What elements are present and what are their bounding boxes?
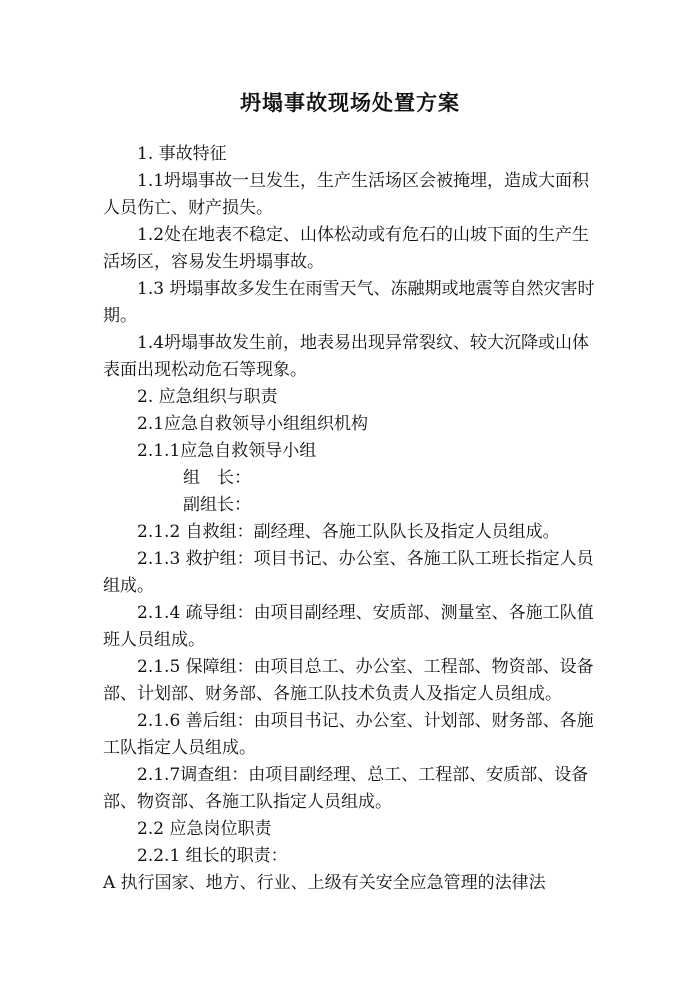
- paragraph-1-2: 1.2处在地表不稳定、山体松动或有危石的山坡下面的生产生活场区，容易发生坍塌事故。: [103, 225, 590, 272]
- paragraph-2-1-6: 2.1.6 善后组：由项目书记、办公室、计划部、财务部、各施工队指定人员组成。: [103, 711, 594, 758]
- paragraph-1-1: 1.1坍塌事故一旦发生，生产生活场区会被掩埋，造成大面积人员伤亡、财产损失。: [103, 171, 590, 218]
- paragraph-2-2-1: 2.2.1 组长的职责：: [137, 846, 288, 866]
- paragraph-2-1-5: 2.1.5 保障组：由项目总工、办公室、工程部、物资部、设备部、计划部、财务部、各施工队技术负责人及指定人员组成。: [103, 657, 594, 704]
- paragraph-a: A 执行国家、地方、行业、上级有关安全应急管理的法律法: [103, 873, 546, 893]
- paragraph-2-1-2: 2.1.2 自救组：副经理、各施工队队长及指定人员组成。: [137, 522, 560, 542]
- document-title: 坍塌事故现场处置方案: [240, 90, 460, 115]
- document-body: [103, 141, 599, 897]
- deputy-leader-line: 副组长：: [183, 495, 251, 515]
- heading-accident-features: 1. 事故特征: [137, 144, 227, 164]
- paragraph-2-1-7: 2.1.7调查组：由项目副经理、总工、工程部、安质部、设备部、物资部、各施工队指定人员组成。: [103, 765, 589, 812]
- paragraph-2-1-3: 2.1.3 救护组：项目书记、办公室、各施工队工班长指定人员组成。: [103, 549, 594, 596]
- leader-line: 组 长：: [183, 468, 251, 488]
- paragraph-1-3: 1.3 坍塌事故多发生在雨雪天气、冻融期或地震等自然灾害时期。: [103, 279, 595, 326]
- heading-emergency-organization: 2. 应急组织与职责: [137, 387, 278, 407]
- paragraph-2-2: 2.2 应急岗位职责: [137, 819, 272, 839]
- paragraph-2-1: 2.1应急自救领导小组组织机构: [137, 414, 369, 434]
- paragraph-2-1-1: 2.1.1应急自救领导小组: [137, 441, 317, 461]
- paragraph-2-1-4: 2.1.4 疏导组：由项目副经理、安质部、测量室、各施工队值班人员组成。: [103, 603, 594, 650]
- paragraph-1-4: 1.4坍塌事故发生前，地表易出现异常裂纹、较大沉降或山体表面出现松动危石等现象。: [103, 333, 590, 380]
